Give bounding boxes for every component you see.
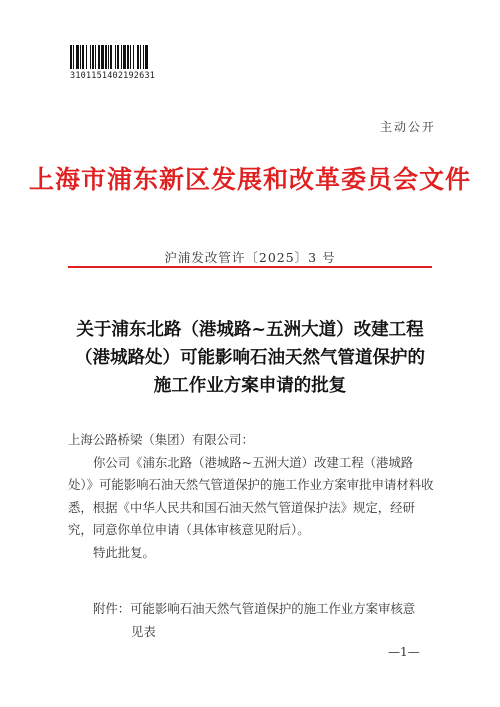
barcode-number: 3101151402192631: [70, 71, 156, 81]
red-divider: [68, 266, 432, 268]
document-title: [40, 316, 460, 400]
salutation: 上海公路桥梁（集团）有限公司：: [68, 432, 254, 447]
document-body: [68, 429, 434, 564]
attachment-note: [93, 598, 438, 643]
disclosure-label: 主动公开: [380, 120, 437, 134]
barcode-block: [70, 45, 186, 81]
agency-header: 上海市浦东新区发展和改革委员会文件: [28, 165, 471, 194]
page-number: —1—: [388, 645, 420, 659]
closing-phrase: 特此批复。: [93, 544, 155, 560]
title-line: 施工作业方案申请的批复: [153, 376, 347, 396]
document-number: 沪浦发改管许〔2025〕3 号: [164, 250, 336, 265]
body-paragraph: 你公司《浦东北路（港城路~五洲大道）改建工程（港城路处）》可能影响石油天然气管道保护的施工作业方案审批申请材料收悉，根据《中华人民共和国石油天然气管道保护法》规定，经研究，同意你单位申请（具体审核意见附后）。: [68, 454, 434, 537]
title-line: （港城路处）可能影响石油天然气管道保护的: [75, 348, 425, 368]
attachment-line: 见表: [131, 623, 156, 639]
barcode-image: [70, 45, 186, 69]
title-line: 关于浦东北路（港城路~五洲大道）改建工程: [76, 320, 424, 340]
attachment-line: 附件：可能影响石油天然气管道保护的施工作业方案审核意: [93, 601, 416, 616]
